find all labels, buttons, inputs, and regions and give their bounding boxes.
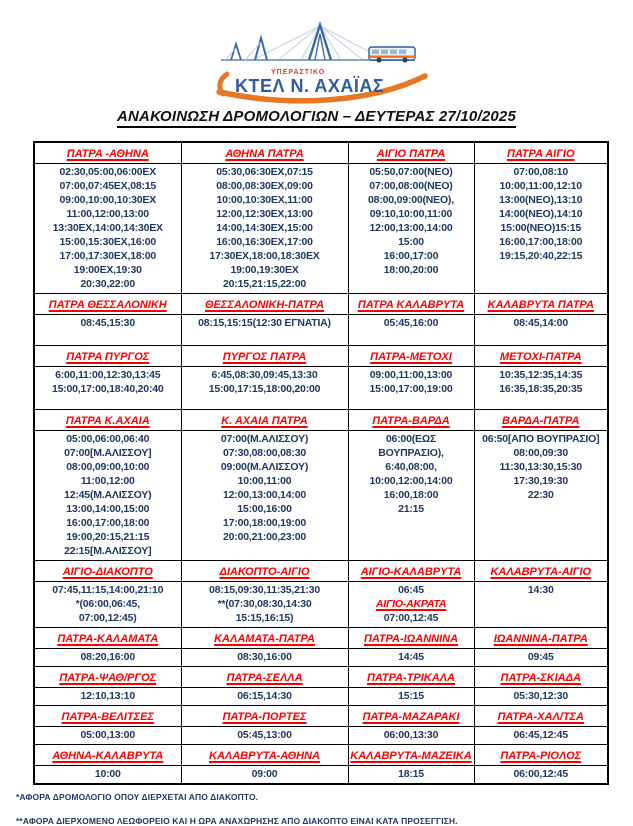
times-line: 05:30,06:30EX,07:15 [216, 166, 313, 178]
route-header-row [34, 142, 608, 164]
times-line: 02:30,05:00,06:00EX [59, 166, 157, 178]
times-line: 08:20,16:00 [80, 651, 135, 663]
times-cell [34, 164, 181, 294]
times-line: 07:00,08:00(ΝΕΟ) [369, 180, 453, 192]
times-line: 05:45,13:00 [237, 729, 292, 741]
times-line: 07:30,08:00,08:30 [223, 447, 306, 459]
times-line: 16:00,16:30EX,17:00 [216, 236, 313, 248]
route-header-label: ΠΑΤΡΑ-ΜΕΤΟΧΙ [370, 351, 452, 363]
times-line: 05:45,16:00 [383, 317, 439, 329]
times-line: 10:00,11:00,12:10 [499, 180, 582, 192]
times-cell [348, 367, 474, 410]
times-line: 10:00 [94, 768, 121, 780]
route-header-cell [474, 745, 608, 766]
times-cell [348, 688, 474, 706]
route-header-cell [181, 628, 348, 649]
times-cell [474, 766, 608, 785]
route-header-row [34, 667, 608, 688]
times-line: 14:45 [398, 651, 424, 663]
times-line: 17:00,17:30EX,18:00 [59, 250, 157, 262]
times-line: 11:00,12:00 [80, 475, 135, 487]
route-header-row [34, 346, 608, 367]
bus-icon [369, 47, 415, 63]
route-header-label: ΠΑΤΡΑ-ΤΡΙΚΑΛΑ [367, 672, 455, 684]
times-line: 13:00(ΝΕΟ),13:10 [499, 194, 583, 206]
times-row [34, 688, 608, 706]
times-line: 16:00,17:00,18:00 [499, 236, 583, 248]
times-line: 19:15,20:40,22:15 [499, 250, 583, 262]
times-cell [348, 431, 474, 561]
route-header-cell [181, 346, 348, 367]
route-header-cell [181, 561, 348, 582]
times-line: 14:00,14:30EX,15:00 [216, 222, 313, 234]
route-header-cell [348, 628, 474, 649]
times-row [34, 727, 608, 745]
times-line: 13:30EX,14:00,14:30EX [52, 222, 163, 234]
times-line: 07:00,08:10 [513, 166, 568, 178]
times-line: 15:00,17:00,19:00 [369, 383, 453, 395]
times-line: 21:15 [398, 503, 424, 515]
route-header-cell [474, 410, 608, 431]
route-header-label: ΠΑΤΡΑ-ΚΑΛΑΜΑΤΑ [57, 633, 159, 645]
times-line: 09:10,10:00,11:00 [369, 208, 453, 220]
route-header-cell [181, 745, 348, 766]
times-line: 05:00,13:00 [80, 729, 135, 741]
times-line: 20:00,21:00,23:00 [223, 531, 306, 543]
route-header-label: ΠΑΤΡΑ -ΑΘΗΝΑ [66, 148, 149, 160]
times-line: 06:15,14:30 [237, 690, 292, 702]
times-line: 06:45 [398, 584, 424, 596]
times-cell [474, 649, 608, 667]
times-line: 16:35,18:35,20:35 [499, 383, 583, 395]
route-header-row [34, 628, 608, 649]
times-line: 06:00,13:30 [383, 729, 439, 741]
route-header-row [34, 561, 608, 582]
times-cell [474, 688, 608, 706]
route-header-label: ΠΑΤΡΑ ΘΕΣΣΑΛΟΝΙΚΗ [48, 299, 167, 311]
times-cell [34, 582, 181, 628]
times-line: 12:00,13:00,14:00 [223, 489, 306, 501]
route-header-label: ΑΙΓΙΟ-ΔΙΑΚΟΠΤΟ [62, 566, 153, 578]
times-line: 19:00,19:30EX [230, 264, 299, 276]
times-cell [181, 431, 348, 561]
times-line: 08:00,09:00,10:00 [66, 461, 150, 473]
route-header-cell [474, 142, 608, 164]
times-cell [181, 649, 348, 667]
times-row [34, 431, 608, 561]
route-header-label: ΙΩΑΝΝΙΝΑ-ΠΑΤΡΑ [493, 633, 588, 645]
route-header-label: ΚΑΛΑΜΑΤΑ-ΠΑΤΡΑ [214, 633, 315, 645]
times-cell [181, 766, 348, 785]
times-line: 10:00,10:30EX,11:00 [216, 194, 313, 206]
route-header-cell [181, 142, 348, 164]
times-cell [181, 164, 348, 294]
times-line: 19:00EX,19:30 [73, 264, 142, 276]
times-cell [474, 582, 608, 628]
times-line: 19:00,20:15,21:15 [66, 531, 150, 543]
route-header-cell [181, 667, 348, 688]
route-header-cell [474, 346, 608, 367]
schedule-table-body [34, 142, 608, 784]
times-line: 08:45,15:30 [80, 317, 135, 329]
times-row [34, 367, 608, 410]
route-header-cell [34, 667, 181, 688]
times-cell [348, 649, 474, 667]
route-header-label: ΚΑΛΑΒΡΥΤΑ ΠΑΤΡΑ [487, 299, 594, 311]
route-header-cell [34, 410, 181, 431]
route-header-label: Κ. ΑΧΑΙΑ ΠΑΤΡΑ [221, 415, 308, 427]
route-header-label: ΠΑΤΡΑ-ΜΑΖΑΡΑΚΙ [362, 711, 460, 723]
times-line: 08:45,14:00 [513, 317, 568, 329]
route-header-row [34, 745, 608, 766]
route-header-cell [348, 346, 474, 367]
times-line: 12:45(Μ.ΑΛΙΣΣΟΥ) [64, 489, 152, 501]
route-header-cell [34, 628, 181, 649]
footnote-passing-bus: **ΑΦΟΡΑ ΔΙΕΡΧΟΜΕΝΟ ΛΕΩΦΟΡΕΙΟ ΚΑΙ Η ΩΡΑ ΑΝΑΧΩΡΗΣΗΣ ΑΠΟ ΔΙΑΚΟΠΤΟ ΕΙΝΑΙ ΚΑΤΑ ΠΡΟΣΕΓΓΙΣΗ. [16, 816, 458, 826]
times-line: 05:50,07:00(ΝΕΟ) [369, 166, 453, 178]
times-cell [348, 582, 474, 628]
route-header-label: ΠΑΤΡΑ ΚΑΛΑΒΡΥΤΑ [357, 299, 465, 311]
route-header-label: ΠΑΤΡΑ-ΡΙΟΛΟΣ [500, 750, 582, 762]
route-header-row [34, 410, 608, 431]
times-cell [34, 649, 181, 667]
route-header-label: ΠΑΤΡΑ-ΨΑΘ/ΡΓΟΣ [59, 672, 157, 684]
route-header-cell [348, 745, 474, 766]
times-line: 07:00,07:45EX,08:15 [59, 180, 157, 192]
times-line: 15:00,17:00,18:40,20:40 [51, 383, 164, 395]
title-row [0, 108, 633, 128]
logo-graphic [183, 18, 451, 104]
route-header-label: ΠΑΤΡΑ-ΠΟΡΤΕΣ [222, 711, 307, 723]
route-header-label: ΠΑΤΡΑ-ΙΩΑΝΝΙΝΑ [363, 633, 459, 645]
route-header-label: ΜΕΤΟΧΙ-ΠΑΤΡΑ [499, 351, 582, 363]
route-header-cell [474, 294, 608, 315]
times-line: 14:00(ΝΕΟ),14:10 [499, 208, 583, 220]
route-header-cell [474, 667, 608, 688]
times-cell [34, 315, 181, 346]
times-line: 07:45,11:15,14:00,21:10 [52, 584, 164, 596]
route-header-row [34, 294, 608, 315]
route-header-label: ΠΑΤΡΑ ΠΥΡΓΟΣ [66, 351, 150, 363]
times-line: 09:00 [251, 768, 278, 780]
times-line: 20:30,22:00 [80, 278, 135, 290]
times-line: 12:10,13:10 [80, 690, 135, 702]
times-line: 08:00,09:00(ΝΕΟ), [368, 194, 454, 206]
times-line: 17:30,19:30 [513, 475, 568, 487]
times-line: 06:50[ΑΠΟ ΒΟΥΠΡΑΣΙΟ] [482, 433, 600, 445]
times-line: 15:15 [398, 690, 424, 702]
times-line: 15:15,16:15) [235, 612, 294, 624]
route-header-label: ΚΑΛΑΒΡΥΤΑ-ΑΘΗΝΑ [209, 750, 320, 762]
times-line: 15:00,16:00 [237, 503, 292, 515]
times-cell [34, 727, 181, 745]
route-subheader-label: ΑΙΓΙΟ-ΑΚΡΑΤΑ [375, 598, 447, 610]
times-line: 17:00,18:00,19:00 [223, 517, 306, 529]
times-line: 08:15,15:15(12:30 ΕΓΝΑΤΙΑ) [198, 317, 331, 329]
times-line: 06:45,12:45 [513, 729, 568, 741]
times-line: 12:00,12:30EX,13:00 [216, 208, 313, 220]
times-line: 05:00,06:00,06:40 [66, 433, 150, 445]
times-cell [474, 315, 608, 346]
times-cell [474, 431, 608, 561]
route-subheader [349, 597, 474, 611]
times-cell [34, 367, 181, 410]
times-line: 08:00,09:30 [513, 447, 568, 459]
times-cell [474, 727, 608, 745]
route-header-cell [348, 561, 474, 582]
times-line: 09:00,11:00,13:00 [369, 369, 453, 381]
times-line: 09:00(Μ.ΑΛΙΣΣΟΥ) [220, 461, 309, 473]
route-header-label: ΠΑΤΡΑ-ΧΑΛ/ΤΣΑ [497, 711, 584, 723]
times-line: 07:00,12:45 [383, 612, 439, 624]
route-header-cell [34, 346, 181, 367]
route-header-cell [474, 561, 608, 582]
times-line: *(06:00,06:45, [75, 598, 140, 610]
route-header-label: ΠΑΤΡΑ ΑΙΓΙΟ [506, 148, 575, 160]
times-row [34, 649, 608, 667]
times-line: 06:00(ΕΩΣ [385, 433, 437, 445]
times-cell [348, 727, 474, 745]
times-line: 20:15,21:15,22:00 [223, 278, 306, 290]
route-header-cell [348, 142, 474, 164]
page-title: ΑΝΑΚΟΙΝΩΣΗ ΔΡΟΜΟΛΟΓΙΩΝ – ΔΕΥΤΕΡΑΣ 27/10/2025 [117, 108, 516, 128]
times-line: 11:00,12:00,13:00 [66, 208, 149, 220]
times-cell [348, 164, 474, 294]
operator-type-label: ΥΠΕΡΑΣΤΙΚΟ [270, 69, 325, 76]
route-header-label: ΒΑΡΔΑ-ΠΑΤΡΑ [502, 415, 580, 427]
times-line: 09:00,10:00,10:30EX [59, 194, 157, 206]
times-line: 06:00,12:45 [513, 768, 568, 780]
times-cell [348, 766, 474, 785]
times-line: 05:30,12:30 [513, 690, 568, 702]
times-line: 08:30,16:00 [237, 651, 292, 663]
route-header-label: ΑΘΗΝΑ ΠΑΤΡΑ [225, 148, 304, 160]
route-header-cell [348, 294, 474, 315]
route-header-cell [474, 706, 608, 727]
route-header-label: ΠΑΤΡΑ-ΒΑΡΔΑ [372, 415, 450, 427]
times-line: 14:30 [527, 584, 554, 596]
times-line: 18:00,20:00 [383, 264, 439, 276]
times-line: 22:30 [527, 489, 554, 501]
footnotes [16, 792, 633, 826]
route-header-label: ΚΑΛΑΒΡΥΤΑ-ΜΑΖΕΙΚΑ [350, 750, 472, 762]
route-header-label: ΠΑΤΡΑ-ΣΕΛΛΑ [226, 672, 303, 684]
route-header-cell [181, 706, 348, 727]
times-line: 09:45 [527, 651, 554, 663]
route-header-cell [34, 294, 181, 315]
footnote-diakopto: *ΑΦΟΡΑ ΔΡΟΜΟΛΟΓΙΟ ΟΠΟΥ ΔΙΕΡΧΕΤΑΙ ΑΠΟ ΔΙΑΚΟΠΤΟ. [16, 792, 259, 802]
times-line: 10:00,12:00,14:00 [369, 475, 453, 487]
times-line: 12:00,13:00,14:00 [369, 222, 453, 234]
route-header-cell [34, 561, 181, 582]
times-cell [181, 367, 348, 410]
route-header-cell [348, 410, 474, 431]
times-row [34, 315, 608, 346]
route-header-label: ΘΕΣΣΑΛΟΝΙΚΗ-ΠΑΤΡΑ [204, 299, 325, 311]
ktel-achaias-logo [0, 0, 633, 104]
times-line: 10:00,11:00 [237, 475, 292, 487]
times-line: 08:15,09:30,11:35,21:30 [209, 584, 320, 596]
times-cell [181, 688, 348, 706]
times-line: 6:00,11:00,12:30,13:45 [55, 369, 161, 381]
times-row [34, 582, 608, 628]
operator-name-label: ΚΤΕΛ Ν. ΑΧΑΪΑΣ [234, 76, 384, 96]
times-line: 13:00,14:00,15:00 [66, 503, 150, 515]
times-cell [34, 766, 181, 785]
route-header-label: ΚΑΛΑΒΡΥΤΑ-ΑΙΓΙΟ [490, 566, 592, 578]
times-line: 16:00,17:00 [383, 250, 439, 262]
route-header-label: ΑΙΓΙΟ ΠΑΤΡΑ [376, 148, 446, 160]
route-header-cell [34, 745, 181, 766]
times-line: 6:45,08:30,09:45,13:30 [211, 369, 318, 381]
route-header-cell [34, 706, 181, 727]
times-line: 07:00,12:45) [78, 612, 137, 624]
route-header-cell [181, 410, 348, 431]
route-header-label: ΑΘΗΝΑ-ΚΑΛΑΒΡΥΤΑ [52, 750, 164, 762]
route-header-cell [474, 628, 608, 649]
times-line: 07:00[Μ.ΑΛΙΣΣΟΥ] [64, 447, 152, 459]
times-row [34, 766, 608, 785]
times-line: 15:00,17:15,18:00,20:00 [208, 383, 321, 395]
times-line: 15:00(ΝΕΟ)15:15 [500, 222, 581, 234]
times-line: ΒΟΥΠΡΑΣΙΟ), [378, 447, 444, 459]
route-header-label: ΠΥΡΓΟΣ ΠΑΤΡΑ [222, 351, 307, 363]
times-cell [181, 315, 348, 346]
route-header-cell [181, 294, 348, 315]
times-row [34, 164, 608, 294]
times-line: 18:15 [398, 768, 424, 780]
times-cell [348, 315, 474, 346]
times-line: 6:40,08:00, [385, 461, 437, 473]
route-header-row [34, 706, 608, 727]
route-header-cell [348, 667, 474, 688]
times-cell [474, 367, 608, 410]
times-line: 11:30,13:30,15:30 [499, 461, 582, 473]
times-line: **(07:30,08:30,14:30 [217, 598, 312, 610]
route-header-label: ΑΙΓΙΟ-ΚΑΛΑΒΡΥΤΑ [360, 566, 462, 578]
times-cell [181, 727, 348, 745]
schedule-table [33, 141, 609, 785]
times-line: 10:35,12:35,14:35 [499, 369, 583, 381]
route-header-label: ΠΑΤΡΑ Κ.ΑΧΑΙΑ [65, 415, 150, 427]
times-line: 16:00,18:00 [383, 489, 439, 501]
times-cell [34, 431, 181, 561]
route-header-label: ΠΑΤΡΑ-ΒΕΛΙΤΣΕΣ [61, 711, 154, 723]
route-header-cell [34, 142, 181, 164]
route-header-label: ΔΙΑΚΟΠΤΟ-ΑΙΓΙΟ [219, 566, 310, 578]
times-line: 22:15[Μ.ΑΛΙΣΣΟΥ] [64, 545, 152, 557]
times-cell [474, 164, 608, 294]
route-header-label: ΠΑΤΡΑ-ΣΚΙΑΔΑ [500, 672, 581, 684]
times-line: 16:00,17:00,18:00 [66, 517, 150, 529]
route-header-cell [348, 706, 474, 727]
times-cell [181, 582, 348, 628]
times-cell [34, 688, 181, 706]
times-line: 15:00 [398, 236, 424, 248]
times-line: 15:00,15:30EX,16:00 [59, 236, 157, 248]
times-line: 17:30EX,18:00,18:30EX [209, 250, 320, 262]
times-line: 07:00(Μ.ΑΛΙΣΣΟΥ) [220, 433, 309, 445]
times-line: 08:00,08:30EX,09:00 [216, 180, 313, 192]
